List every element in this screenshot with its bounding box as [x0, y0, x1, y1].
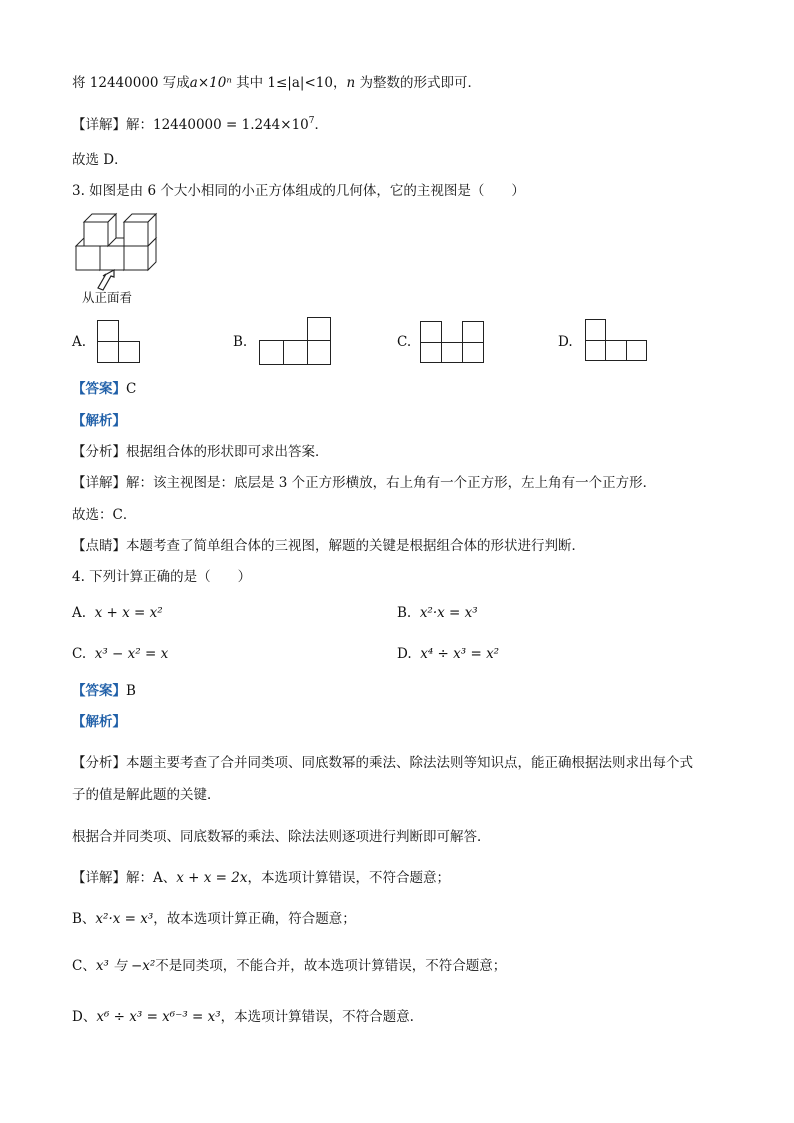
- q3-fenxi: 根据组合体的形状即可求出答案．: [126, 444, 329, 460]
- q4-detail-tag: 【详解】: [72, 870, 126, 886]
- option-a-label: A.: [72, 334, 87, 350]
- q3-fenxi-tag: 【分析】: [72, 444, 126, 460]
- q4-detail-a-post: ，本选项计算错误，不符合题意；: [247, 870, 450, 886]
- q3-analysis-tag: 【解析】: [72, 413, 126, 429]
- q4-option-c-expr: x³ − x² = x: [94, 646, 169, 662]
- q4-detail-a: [72, 869, 450, 887]
- q4-detail-c-pre: C、: [72, 958, 96, 974]
- q4-fenxi-text1: 本题主要考查了合并同类项、同底数幂的乘法、除法法则等知识点，能正确根据法则求出每个式: [126, 755, 693, 771]
- q4-option-b-expr: x²·x = x³: [419, 605, 478, 621]
- q2-detail-pre: 解：: [126, 117, 153, 133]
- q4-option-c[interactable]: [72, 645, 168, 663]
- intro-post: 为整数的形式即可．: [355, 75, 481, 91]
- q3-choice: 故选：C．: [72, 507, 137, 523]
- view-arrow: [98, 270, 114, 290]
- q4-answer-line: [72, 682, 136, 700]
- q3-dianjing-tag: 【点睛】: [72, 538, 126, 554]
- q3-answer-line: [72, 380, 136, 398]
- intro-cond: 1≤|a|<10: [267, 75, 333, 91]
- q3-dianjing-line: [72, 537, 585, 555]
- q4-answer-tag: 【答案】: [72, 683, 126, 699]
- q4-detail-b-pre: B、: [72, 911, 96, 927]
- q4-method: 根据合并同类项、同底数幂的乘法、除法法则逐项进行判断即可解答．: [72, 829, 491, 845]
- q3-detail-line: [72, 474, 656, 492]
- q4-detail-c-post: 不是同类项，不能合并，故本选项计算错误，不符合题意；: [155, 958, 507, 974]
- q4-detail-d-post: ，本选项计算错误，不符合题意.: [220, 1009, 414, 1025]
- q3-dianjing: 本题考查了简单组合体的三视图，解题的关键是根据组合体的形状进行判断．: [126, 538, 585, 554]
- q3-answer: C: [126, 381, 137, 397]
- option-d-label: D.: [558, 334, 573, 350]
- intro-sep: ，: [332, 75, 347, 91]
- q4-option-d[interactable]: [397, 645, 499, 663]
- q4-option-c-label: C.: [72, 646, 87, 662]
- q3-fenxi-line: [72, 443, 329, 461]
- q4-detail-c-expr: x³ 与 −x²: [95, 958, 156, 974]
- q3-detail-tag: 【详解】: [72, 475, 126, 491]
- q4-detail-a-expr: x + x = 2x: [176, 870, 248, 886]
- intro-mid: 其中: [231, 75, 268, 91]
- q4-option-d-expr: x⁴ ÷ x³ = x²: [420, 646, 500, 662]
- q4-option-b-label: B.: [397, 605, 412, 621]
- q2-detail-exp: 7: [308, 116, 315, 126]
- q4-option-a-label: A.: [72, 605, 87, 621]
- intro-pre: 将 12440000 写成: [72, 75, 190, 91]
- q4-detail-d-pre: D、: [72, 1009, 97, 1025]
- q3-question: 3. 如图是由 6 个大小相同的小正方体组成的几何体，它的主视图是（ ）: [72, 183, 525, 199]
- q4-option-a-expr: x + x = x²: [94, 605, 163, 621]
- q2-detail-tag: 【详解】: [72, 117, 126, 133]
- q4-analysis-tag: 【解析】: [72, 714, 126, 730]
- option-b-label: B.: [233, 334, 248, 350]
- q4-detail-d-expr: x⁶ ÷ x³ = x⁶⁻³ = x³: [96, 1009, 221, 1025]
- q4-detail-a-pre: 解：A、: [126, 870, 177, 886]
- cube-top-right: [124, 214, 156, 246]
- intro-n: n: [346, 75, 356, 91]
- q2-detail-end: ．: [314, 117, 328, 133]
- q4-question: 4. 下列计算正确的是（ ）: [72, 569, 252, 585]
- intro-expr: a×10ⁿ: [189, 75, 232, 91]
- q4-detail-b-post: ，故本选项计算正确，符合题意；: [153, 911, 356, 927]
- q2-detail-expr: 12440000 = 1.244×10: [153, 117, 309, 133]
- q4-option-d-label: D.: [397, 646, 412, 662]
- q4-detail-d: [72, 1008, 414, 1026]
- q4-detail-b-expr: x²·x = x³: [95, 911, 154, 927]
- q4-answer: B: [126, 683, 136, 699]
- q4-fenxi-tag: 【分析】: [72, 755, 126, 771]
- q4-option-a[interactable]: [72, 604, 163, 622]
- cube-top-left: [84, 214, 116, 246]
- q4-option-b[interactable]: [397, 604, 478, 622]
- q4-detail-b: [72, 910, 356, 928]
- q3-answer-tag: 【答案】: [72, 381, 126, 397]
- view-label: 从正面看: [82, 290, 133, 305]
- intro-line: [72, 74, 481, 92]
- q4-fenxi-line2: 子的值是解此题的关键．: [72, 787, 221, 803]
- q4-fenxi-line1: [72, 754, 693, 772]
- option-c-label: C.: [397, 334, 412, 350]
- q2-detail-line: [72, 116, 328, 134]
- q3-detail: 解：该主视图是：底层是 3 个正方形横放，右上角有一个正方形，左上角有一个正方形．: [126, 475, 657, 491]
- q4-detail-c: [72, 957, 506, 975]
- q2-choice: 故选 D．: [72, 152, 128, 168]
